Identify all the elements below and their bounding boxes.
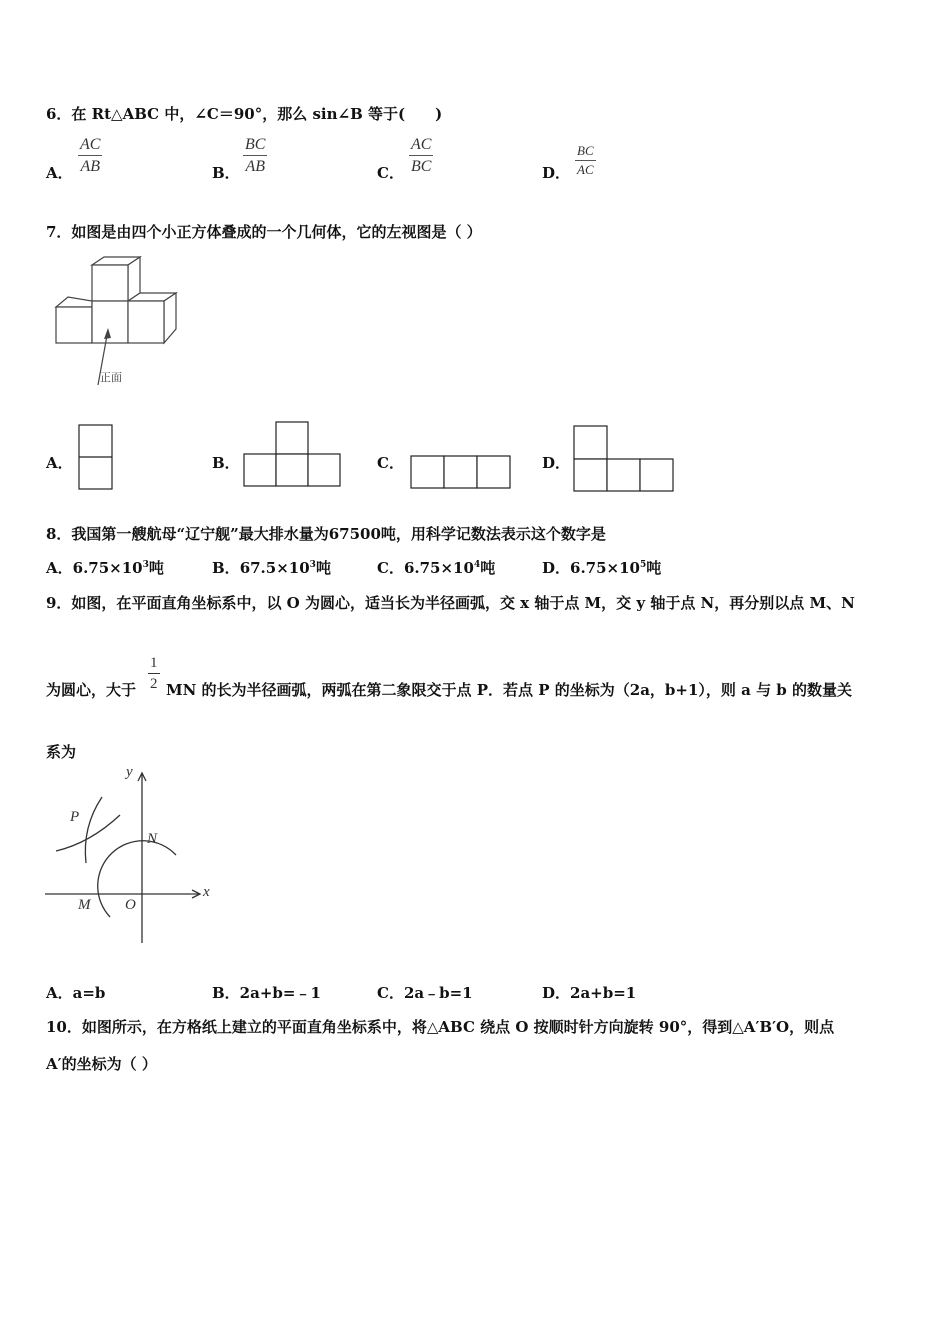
- q9-label-y: y: [126, 764, 133, 780]
- q8-option-c-letter: C．: [377, 559, 404, 577]
- q7-option-a-view: [78, 424, 114, 492]
- q8-option-a-unit: 吨: [148, 559, 164, 577]
- q8-stem: 8．我国第一艘航母“辽宁舰”最大排水量为67500吨，用科学记数法表示这个数字是: [46, 525, 606, 543]
- q9-coordinate-diagram: [40, 765, 220, 945]
- q10-line1: 10．如图所示，在方格纸上建立的平面直角坐标系中，将△ABC 绕点 O 按顺时针方向旋转 90°，得到△A′B′O，则点: [46, 1018, 835, 1036]
- q6-option-a-letter[interactable]: A．: [46, 164, 73, 182]
- q8-option-b-unit: 吨: [315, 559, 331, 577]
- q8-option-d-unit: 吨: [646, 559, 662, 577]
- q6-option-d-letter[interactable]: D．: [542, 164, 571, 182]
- q9-label-m: M: [78, 897, 91, 913]
- q6-option-d-denominator: AC: [577, 162, 594, 177]
- q7-option-a-letter[interactable]: A．: [46, 454, 73, 472]
- q9-line2-post: MN 的长为半径画弧，两弧在第二象限交于点 P．若点 P 的坐标为（2a，b+1），则 a 与 b 的数量关: [166, 681, 853, 699]
- q7-option-d-letter[interactable]: D．: [542, 454, 571, 472]
- q9-option-d[interactable]: D．2a+b=1: [542, 984, 637, 1002]
- q6-option-d-numerator: BC: [575, 142, 596, 161]
- q8-option-c[interactable]: [377, 557, 495, 578]
- q9-option-b[interactable]: B．2a+b=﹣1: [212, 984, 321, 1002]
- q7-option-b-letter[interactable]: B．: [212, 454, 240, 472]
- q6-option-b-fraction: [243, 135, 267, 178]
- q10-line2: A′的坐标为（ ）: [46, 1055, 157, 1073]
- q8-option-b-exp: 3: [309, 560, 316, 570]
- q7-stem: 7．如图是由四个小正方体叠成的一个几何体，它的左视图是（ ）: [46, 223, 482, 241]
- q9-label-n: N: [147, 831, 158, 847]
- q6-option-a-numerator: AC: [78, 135, 102, 156]
- q8-option-c-exp: 4: [473, 560, 481, 570]
- q8-option-a[interactable]: [46, 557, 164, 578]
- q9-line3: 系为: [46, 743, 77, 761]
- q9-option-a[interactable]: A．a=b: [46, 984, 106, 1002]
- q6-option-c-letter[interactable]: C．: [377, 164, 404, 182]
- q6-option-c-fraction: [409, 135, 433, 178]
- q9-label-p: P: [70, 809, 80, 825]
- q8-option-b[interactable]: [212, 557, 331, 578]
- q8-option-b-base: 67.5×10: [239, 559, 310, 577]
- q9-label-x: x: [203, 884, 210, 900]
- q6-option-a-fraction: [78, 135, 102, 178]
- q6-option-b-numerator: BC: [243, 135, 267, 156]
- q6-option-a-denominator: AB: [80, 158, 100, 175]
- q9-line2-pre: 为圆心，大于: [46, 681, 137, 699]
- q9-half-fraction: [148, 654, 160, 694]
- q8-option-d-letter: D．: [542, 559, 571, 577]
- q6-option-c-numerator: AC: [409, 135, 433, 156]
- q9-line1: 9．如图，在平面直角坐标系中，以 O 为圆心，适当长为半径画弧，交 x 轴于点 M，交 y 轴于点 N，再分别以点 M、N: [46, 594, 855, 612]
- q7-front-label: 正面: [100, 371, 122, 384]
- q6-stem: 6．在 Rt△ABC 中，∠C＝90°，那么 sin∠B 等于( ): [46, 105, 443, 123]
- q9-option-c[interactable]: C．2a﹣b=1: [377, 984, 473, 1002]
- q6-option-b-letter[interactable]: B．: [212, 164, 240, 182]
- q7-option-c-view: [410, 455, 512, 491]
- q8-option-c-base: 6.75×10: [403, 559, 474, 577]
- q8-option-b-letter: B．: [212, 559, 240, 577]
- q8-option-d-base: 6.75×10: [570, 559, 640, 577]
- q9-half-denominator: 2: [150, 676, 158, 692]
- q6-option-d-fraction: [575, 142, 596, 179]
- q7-option-d-view: [573, 425, 675, 493]
- q9-label-o: O: [125, 897, 136, 913]
- q7-option-c-letter[interactable]: C．: [377, 454, 404, 472]
- q8-option-a-letter: A．: [46, 559, 73, 577]
- q6-option-c-denominator: BC: [411, 158, 432, 175]
- q8-option-a-base: 6.75×10: [72, 559, 143, 577]
- q8-option-d[interactable]: [542, 557, 661, 578]
- q9-half-numerator: 1: [148, 654, 160, 674]
- q8-option-c-unit: 吨: [480, 559, 496, 577]
- q8-option-a-exp: 3: [142, 560, 149, 570]
- q6-option-b-denominator: AB: [245, 158, 265, 175]
- q8-option-d-exp: 5: [640, 560, 647, 570]
- q7-option-b-view: [243, 421, 343, 489]
